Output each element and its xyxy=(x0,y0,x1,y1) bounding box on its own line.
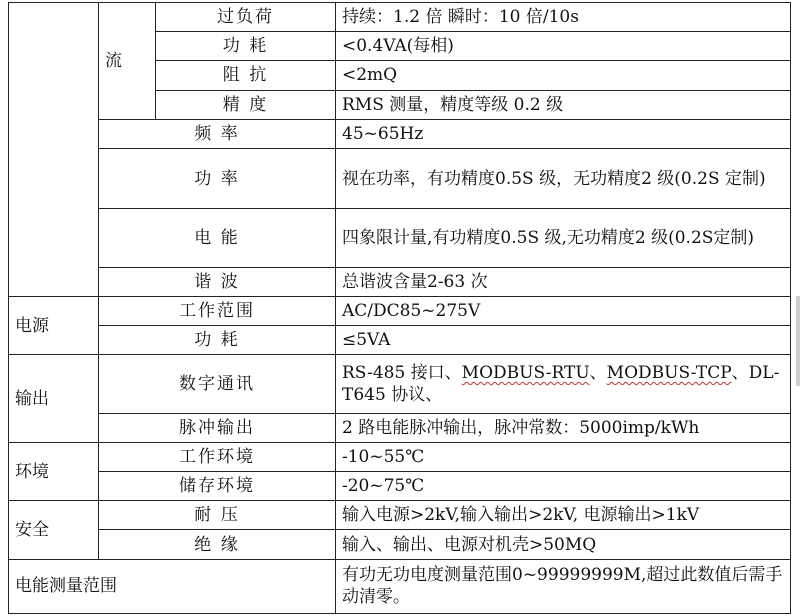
param-pulse-output: 脉冲输出 xyxy=(99,413,336,442)
section-label-output: 输出 xyxy=(9,355,99,443)
param-power: 功 率 xyxy=(99,148,336,208)
table-row xyxy=(9,442,791,471)
comm-part-rs485: RS-485 接口、 xyxy=(342,363,462,384)
value-supply-consumption: ≤5VA xyxy=(336,326,791,355)
comm-part-modbus-tcp: MODBUS-TCP xyxy=(606,363,732,384)
param-supply-consumption: 功 耗 xyxy=(99,326,336,355)
spec-table xyxy=(8,2,791,614)
value-overload: 持续：1.2 倍 瞬时：10 倍/10s xyxy=(336,3,791,32)
value-energy: 四象限计量,有功精度0.5S 级,无功精度2 级(0.2S定制) xyxy=(336,209,791,267)
value-working-range: AC/DC85~275V xyxy=(336,296,791,325)
comm-part-sep: 、 xyxy=(589,363,607,384)
value-power: 视在功率，有功精度0.5S 级，无功精度2 级(0.2S 定制) xyxy=(336,148,791,208)
table-row xyxy=(9,326,791,355)
param-frequency: 频 率 xyxy=(99,119,336,148)
table-row xyxy=(9,559,791,613)
value-accuracy: RMS 测量，精度等级 0.2 级 xyxy=(336,90,791,119)
table-row xyxy=(9,501,791,530)
value-frequency: 45~65Hz xyxy=(336,119,791,148)
right-edge-shadow xyxy=(796,296,800,386)
value-impedance: <2mQ xyxy=(336,61,791,90)
param-power-consumption: 功 耗 xyxy=(156,32,336,61)
param-overload: 过负荷 xyxy=(156,3,336,32)
table-row xyxy=(9,355,791,413)
section-label-energy-range: 电能测量范围 xyxy=(9,559,336,613)
value-digital-comm xyxy=(336,355,791,413)
value-energy-range: 有功无功电度测量范围0~99999999M,超过此数值后需手动清零。 xyxy=(336,559,791,613)
section-cell-blank xyxy=(9,3,99,297)
section-label-safety: 安全 xyxy=(9,501,99,559)
value-power-consumption: <0.4VA(每相) xyxy=(336,32,791,61)
section-label-environment: 环境 xyxy=(9,442,99,500)
comm-part-modbus-rtu: MODBUS-RTU xyxy=(461,363,590,384)
param-accuracy: 精 度 xyxy=(156,90,336,119)
section-label-power-supply: 电源 xyxy=(9,296,99,354)
section-label-current: 流 xyxy=(99,3,156,120)
param-storage-env: 储存环境 xyxy=(99,472,336,501)
param-harmonics: 谐 波 xyxy=(99,267,336,296)
param-working-range: 工作范围 xyxy=(99,296,336,325)
table-row xyxy=(9,148,791,208)
param-operating-env: 工作环境 xyxy=(99,442,336,471)
param-energy: 电 能 xyxy=(99,209,336,267)
table-row xyxy=(9,472,791,501)
value-storage-env: -20~75℃ xyxy=(336,472,791,501)
value-harmonics: 总谐波含量2-63 次 xyxy=(336,267,791,296)
table-row xyxy=(9,209,791,267)
value-operating-env: -10~55℃ xyxy=(336,442,791,471)
value-pulse-output: 2 路电能脉冲输出，脉冲常数：5000imp/kWh xyxy=(336,413,791,442)
value-withstand-voltage: 输入电源>2kV,输入输出>2kV, 电源输出>1kV xyxy=(336,501,791,530)
param-digital-comm: 数字通讯 xyxy=(99,355,336,413)
param-impedance: 阻 抗 xyxy=(156,61,336,90)
table-row xyxy=(9,530,791,559)
table-row xyxy=(9,119,791,148)
table-row xyxy=(9,3,791,32)
param-withstand-voltage: 耐 压 xyxy=(99,501,336,530)
table-row xyxy=(9,267,791,296)
value-insulation: 输入、输出、电源对机壳>50MQ xyxy=(336,530,791,559)
comm-part-dlt645: 、DL-T645 协议、 xyxy=(342,363,780,406)
table-row xyxy=(9,296,791,325)
table-row xyxy=(9,413,791,442)
param-insulation: 绝 缘 xyxy=(99,530,336,559)
